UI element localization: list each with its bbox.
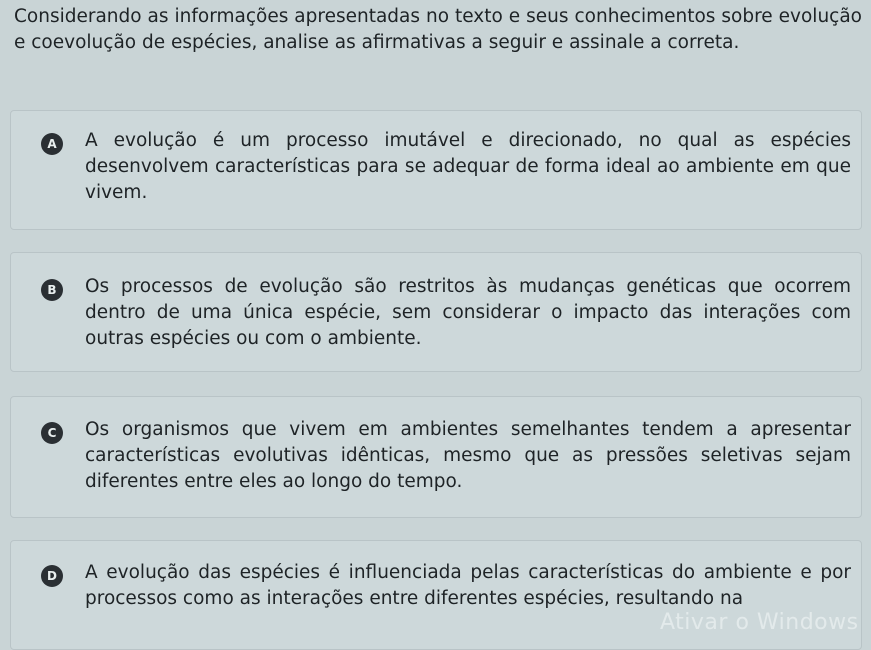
option-b-text: Os processos de evolução são restritos às mudanças genéticas que ocorrem dentro de uma única espécie, sem considerar o impacto das interações com outras espécies ou com o ambiente. [85, 276, 851, 349]
option-d-badge[interactable]: D [41, 565, 63, 587]
option-a-badge[interactable]: A [41, 133, 63, 155]
option-c-badge[interactable]: C [41, 422, 63, 444]
option-d-text: A evolução das espécies é influenciada pelas características do ambiente e por processos como as interações entre diferentes espécies, resultando na [85, 562, 851, 609]
windows-activation-watermark: Ativar o Windows [660, 610, 859, 635]
option-c[interactable] [10, 396, 862, 518]
option-b[interactable] [10, 252, 862, 372]
question-text: Considerando as informações apresentadas no texto e seus conhecimentos sobre evolução e coevolução de espécies, analise as afirmativas a seguir e assinale a correta. [14, 6, 862, 53]
option-a[interactable] [10, 110, 862, 230]
option-a-text: A evolução é um processo imutável e direcionado, no qual as espécies desenvolvem características para se adequar de forma ideal ao ambiente em que vivem. [85, 130, 851, 203]
option-c-text: Os organismos que vivem em ambientes semelhantes tendem a apresentar características evolutivas idênticas, mesmo que as pressões seletivas sejam diferentes entre eles ao longo do tempo. [85, 419, 851, 492]
option-b-badge[interactable]: B [41, 279, 63, 301]
